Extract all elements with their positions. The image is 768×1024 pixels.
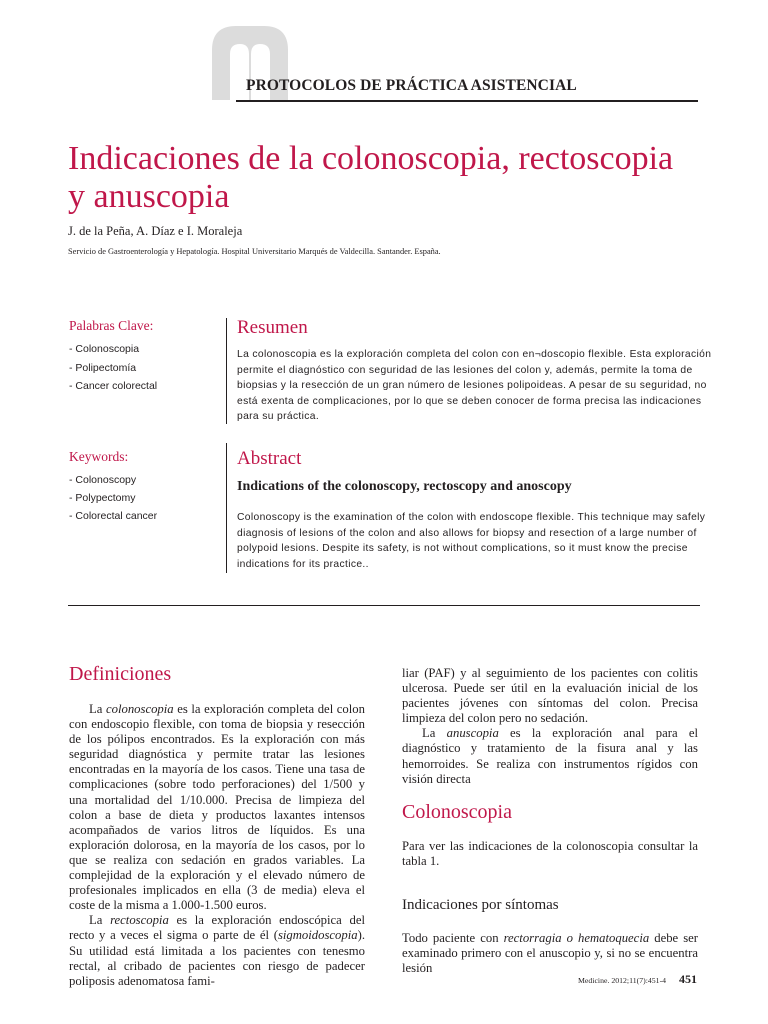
citation: Medicine. 2012;11(7):451-4: [578, 976, 667, 985]
paragraph-tabla: Para ver las indicaciones de la colonoscopia consultar la tabla 1.: [402, 839, 698, 869]
article-title-line-2: y anuscopia: [68, 178, 230, 215]
keyword-es-item: - Cancer colorectal: [69, 380, 158, 392]
keyword-en-item: - Colorectal cancer: [69, 510, 158, 522]
resumen-heading: Resumen: [237, 317, 308, 338]
abstract-text: [237, 510, 705, 572]
keywords-es-heading: Palabras Clave:: [69, 318, 154, 333]
resumen-divider: [226, 318, 227, 424]
term-rectorragia: rectorragia o hematoquecia: [503, 931, 650, 945]
abstract-line: indications for its practice..: [237, 558, 369, 570]
page-number: 451: [679, 972, 697, 986]
header-rule: [236, 100, 698, 102]
authors: J. de la Peña, A. Díaz e I. Moraleja: [68, 224, 243, 238]
resumen-text: [237, 347, 711, 425]
term-colonoscopia: colonoscopia: [105, 702, 174, 716]
sintomas-heading: Indicaciones por síntomas: [402, 897, 559, 913]
term-anuscopia: anuscopia: [446, 726, 499, 741]
section-header: PROTOCOLOS DE PRÁCTICA ASISTENCIAL: [246, 77, 577, 94]
resumen-line: biopsias y la resección de un gran número de lesiones polipoideas. A pesar de su seguridad, no: [237, 380, 707, 392]
term-sigmoidoscopia: sigmoidoscopia: [277, 928, 358, 943]
colonoscopia-heading: Colonoscopia: [402, 801, 512, 823]
term-rectoscopia: rectoscopia: [110, 913, 169, 928]
paragraph-rectoscopia: La rectoscopia es la exploración endoscópica del recto y a veces el sigma o parte de él (sigmoidoscopia). Su utilidad está limitada a los pacientes con tenesmo rectal, al cribado de pacientes con riesgo de padecer poliposis adenomatosa fami-: [69, 913, 365, 988]
abstract-line: Colonoscopy is the examination of the colon with endoscope flexible. This technique may safely: [237, 512, 706, 523]
resumen-line: para su práctica.: [237, 411, 320, 423]
keyword-es-item: - Colonoscopia: [69, 343, 140, 355]
abstract-line: diagnosis of lesions of the colon and also allows for biopsy and resection of a large number of: [237, 527, 697, 539]
abstract-heading: Abstract: [237, 448, 302, 469]
definiciones-heading: Definiciones: [69, 663, 172, 685]
abstract-line: polypoid lesions. Despite its safety, is not without complications, so it must know the precise: [237, 543, 688, 555]
affiliation: Servicio de Gastroenterología y Hepatología. Hospital Universitario Marqués de Valdecilla. Santander. España.: [68, 247, 441, 256]
keyword-es-item: - Polipectomía: [69, 362, 137, 374]
abstract-english-title: Indications of the colonoscopy, rectoscopy and anoscopy: [237, 479, 572, 494]
article-title: [68, 140, 708, 216]
paragraph-rectoscopia-cont: liar (PAF) y al seguimiento de los pacientes con colitis ulcerosa. Puede ser útil en la evaluación inicial de los pacientes jóvenes con síntomas del colon. Precisa limpieza del colon pero no sedación.: [402, 666, 698, 726]
keyword-en-item: - Colonoscopy: [69, 474, 137, 486]
paragraph-anuscopia: La anuscopia es la exploración anal para el diagnóstico y tratamiento de la fisura anal y las hemorroides. Se realiza con instrumentos rígidos con visión directa: [402, 726, 698, 786]
keywords-en-heading: Keywords:: [69, 449, 129, 464]
abstract-bottom-rule: [68, 605, 700, 606]
left-column-text: [69, 702, 365, 989]
resumen-line: está exenta de complicaciones, por lo que se deben conocer de forma precisa las indicaciones: [237, 395, 702, 407]
resumen-line: permite el diagnóstico con seguridad de las lesiones del colon y, además, permite la toma de: [237, 364, 693, 376]
resumen-line: La colonoscopia es la exploración completa del colon con en¬doscopio flexible. Esta exploración: [237, 349, 712, 360]
right-column-text-top: [402, 666, 698, 787]
article-title-line-1: Indicaciones de la colonoscopia, rectoscopia: [68, 140, 674, 177]
keyword-en-item: - Polypectomy: [69, 492, 136, 504]
paragraph-rectorragia: Todo paciente con rectorragia o hematoquecia debe ser examinado primero con el anuscopio y, si no se encuentra lesión: [402, 931, 698, 976]
abstract-divider: [226, 443, 227, 573]
paragraph-colonoscopia: La colonoscopia es la exploración completa del colon con endoscopio flexible, con toma de biopsia y resección de los pólipos encontrados. Es la exploración con más seguridad diagnóstica y permite tratar las lesiones encontradas en la mayoría de los casos. Tiene una tasa de complicaciones (sobre todo perforaciones) del 1/500 y una mortalidad del 1/10.000. Precisa de limpieza del colon a base de dieta y productos laxantes intensos acompañados de varios litros de líquidos. Es una exploración dolorosa, en la mayoría de los casos, por lo que se realiza con sedación en grados variables. La complejidad de la exploración y el elevado número de profesionales implicados en ella (3 de media) eleva el coste de la misma a 1.000-1.500 euros.: [69, 702, 365, 913]
